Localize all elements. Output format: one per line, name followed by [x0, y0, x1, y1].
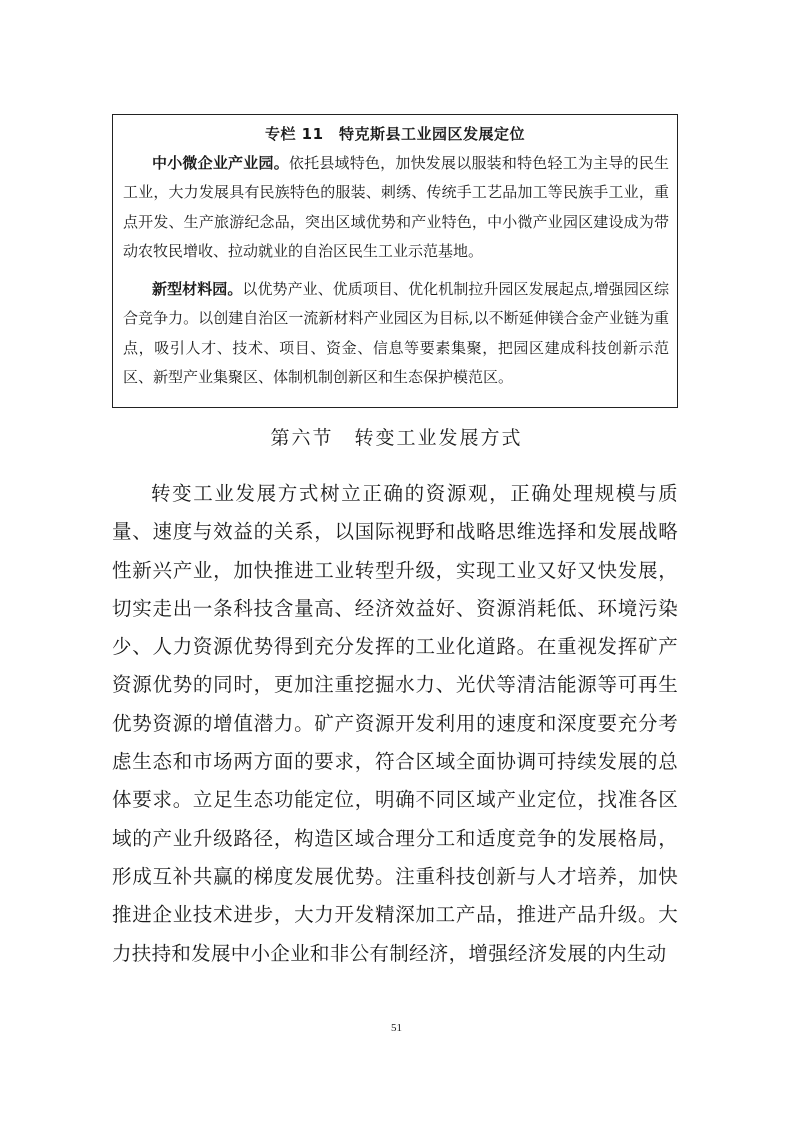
column-paragraph-new-materials-park — [123, 275, 669, 392]
paragraph-lead: 新型材料园。 — [152, 280, 243, 298]
column-box — [112, 114, 678, 408]
column-paragraph-sme-park — [123, 149, 669, 266]
section-heading: 第六节 转变工业发展方式 — [270, 427, 523, 449]
paragraph-lead: 中小微企业产业园。 — [152, 154, 289, 172]
page-number: 51 — [391, 1022, 402, 1034]
body-paragraph: 转变工业发展方式树立正确的资源观，正确处理规模与质量、速度与效益的关系，以国际视野和战略思维选择和发展战略性新兴产业，加快推进工业转型升级，实现工业又好又快发展，切实走出一条科技含量高、经济效益好、资源消耗低、环境污染少、人力资源优势得到充分发挥的工业化道路。在重视发挥矿产资源优势的同时，更加注重挖掘水力、光伏等清洁能源等可再生优势资源的增值潜力。矿产资源开发利用的速度和深度要充分考虑生态和市场两方面的要求，符合区域全面协调可持续发展的总体要求。立足生态功能定位，明确不同区域产业定位，找准各区域的产业升级路径，构造区域合理分工和适度竞争的发展格局，形成互补共赢的梯度发展优势。注重科技创新与人才培养，加快推进企业技术进步，大力开发精深加工产品，推进产品升级。大力扶持和发展中小企业和非公有制经济，增强经济发展的内生动 — [112, 482, 678, 965]
column-box-title: 专栏 11 特克斯县工业园区发展定位 — [264, 125, 526, 143]
paragraph-text: 以优势产业、优质项目、优化机制拉升园区发展起点,增强园区综合竞争力。以创建自治区一流新材料产业园区为目标,以不断延伸镁合金产业链为重点，吸引人才、技术、项目、资金、信息等要素集聚，把园区建成科技创新示范区、新型产业集聚区、体制机制创新区和生态保护模范区。 — [123, 280, 669, 386]
paragraph-text: 依托县域特色，加快发展以服装和特色轻工为主导的民生工业，大力发展具有民族特色的服装、刺绣、传统手工艺品加工等民族手工业，重点开发、生产旅游纪念品，突出区域优势和产业特色，中小微产业园区建设成为带动农牧民增收、拉动就业的自治区民生工业示范基地。 — [123, 154, 669, 260]
